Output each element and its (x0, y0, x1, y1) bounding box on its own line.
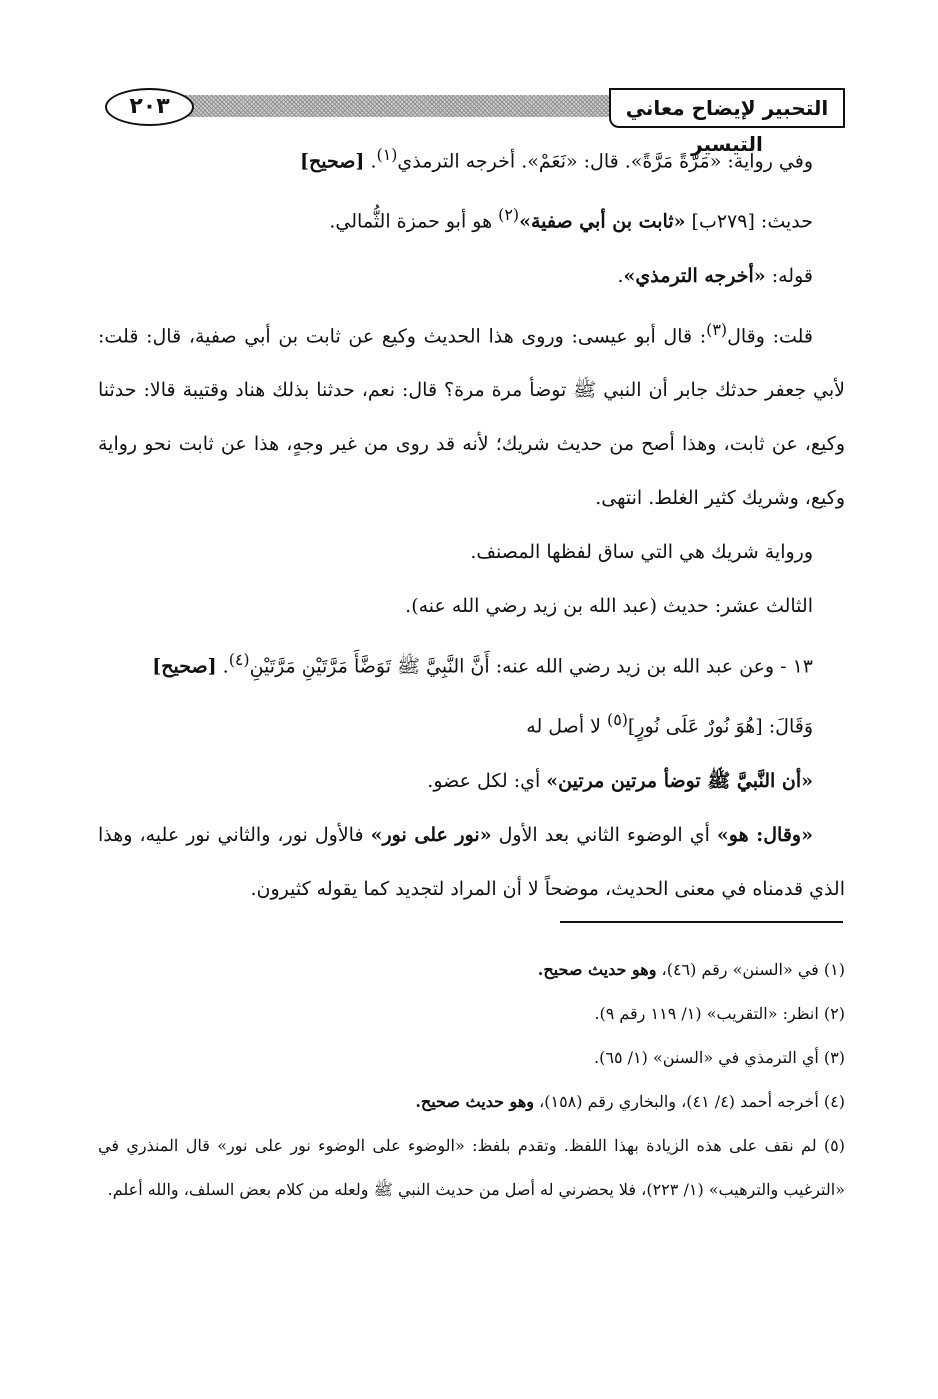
paragraph-8 (98, 693, 845, 753)
paragraph-9 (98, 754, 845, 808)
paragraph-7-text: ١٣ - وعن عبد الله بن زيد رضي الله عنه: أَنَّ النَّبِيَّ ﷺ تَوَضَّأَ مَرَّتَيْنِ مَرَّتَيْنِ (249, 655, 813, 678)
footnote-1-text: (١) في «السنن» رقم (٤٦)، (656, 960, 845, 979)
page-number: ٢٠٣ (105, 88, 194, 126)
paragraph-7-end: . (216, 655, 229, 678)
paragraph-3 (98, 249, 845, 303)
grade-label-1: [صحيح] (300, 150, 365, 173)
paragraph-9-end: أي: لكل عضو. (427, 769, 547, 792)
footnote-4-bold: وهو حديث صحيح. (415, 1092, 534, 1111)
paragraph-10-end: فالأول نور، والثاني نور عليه، وهذا الذي قدمناه في معنى الحديث، موضحاً لا أن المراد لتجديد كما يقوله كثيرون. (98, 823, 845, 900)
paragraph-5: ورواية شريك هي التي ساق لفظها المصنف. (470, 540, 813, 563)
footnote-5: (٥) لم نقف على هذه الزيادة بهذا اللفظ. وتقدم بلفظ: «الوضوء على الوضوء نور على نور» قال المنذري في «الترغيب والترهيب» (١/ ٢٢٣)، فلا يحضرني له أصل من حديث النبي ﷺ ولعله من كلام بعض السلف، والله أعلم. (98, 1136, 846, 1199)
footnote-3: (٣) أي الترمذي في «السنن» (١/ ٦٥). (594, 1048, 845, 1067)
footnotes (98, 948, 845, 1212)
footnote-1-bold: وهو حديث صحيح. (537, 960, 657, 979)
footnote-ref-1: (١) (376, 145, 398, 164)
paragraph-6: الثالث عشر: حديث (عبد الله بن زيد رضي الله عنه). (405, 594, 813, 617)
paragraph-1-text: وفي رواية: «مَرَّةً مَرَّةً». قال: «نَعَمْ». أخرجه الترمذي (397, 150, 813, 173)
running-title: التحبير لإيضاح معاني التيسير (609, 88, 845, 128)
paragraph-10 (98, 808, 845, 916)
paragraph-4-end: : قال أبو عيسى: وروى هذا الحديث وكيع عن ثابت بن أبي صفية، قال: قلت: لأبي جعفر حدثك جابر أن النبي ﷺ توضأ مرة مرة؟ قال: نعم، حدثنا بذلك هناد وقتيبة قالا: حدثنا وكيع، عن ثابت، وهذا أصح من حديث شريك؛ لأنه قد روى من غير وجهٍ، هذا عن ثابت نحو رواية وكيع، وشريك كثير الغلط. انتهى. (98, 324, 845, 509)
paragraph-2-end: هو أبو حمزة الثُّمالي. (329, 210, 499, 233)
footnote-2: (٢) انظر: «التقريب» (١/ ١١٩ رقم ٩). (594, 1004, 845, 1023)
main-text (98, 128, 845, 916)
footnote-4 (98, 1080, 845, 1124)
paragraph-10-bold-1: «وقال: هو» (716, 823, 813, 846)
paragraph-3-end: . (617, 264, 624, 287)
paragraph-2-bold: «ثابت بن أبي صفية» (519, 210, 686, 233)
paragraph-10-bold-2: «نور على نور» (370, 823, 492, 846)
paragraph-7 (98, 633, 845, 693)
page-header (100, 88, 845, 156)
paragraph-3-bold: «أخرجه الترمذي» (623, 264, 766, 287)
paragraph-8-end: لا أصل له (526, 715, 608, 738)
grade-label-2: [صحيح] (152, 655, 217, 678)
paragraph-10-mid: أي الوضوء الثاني بعد الأول (491, 823, 717, 846)
footnote-ref-4: (٤) (228, 649, 250, 669)
footnote-1 (98, 948, 845, 992)
footnote-divider (560, 921, 843, 923)
footnote-4-text: (٤) أخرجه أحمد (٤/ ٤١)، والبخاري رقم (١٥٨)، (533, 1092, 845, 1111)
paragraph-4-text: قلت: وقال (727, 324, 813, 347)
paragraph-3-text: قوله: (765, 264, 813, 287)
footnote-ref-5: (٥) (607, 710, 628, 730)
paragraph-1 (98, 128, 845, 188)
paragraph-4 (98, 303, 845, 525)
paragraph-1-end: . (364, 150, 377, 173)
paragraph-9-bold: «أن النَّبيَّ ﷺ توضأ مرتين مرتين» (546, 769, 813, 792)
paragraph-2 (98, 188, 845, 248)
header-ornament-band (160, 95, 615, 117)
footnote-ref-2: (٢) (498, 205, 520, 225)
paragraph-8-text: وَقَالَ: [هُوَ نُورٌ عَلَى نُورٍ] (627, 715, 813, 738)
footnote-ref-3: (٣) (706, 319, 728, 339)
paragraph-2-text: حديث: [٢٧٩ب] (685, 210, 813, 233)
